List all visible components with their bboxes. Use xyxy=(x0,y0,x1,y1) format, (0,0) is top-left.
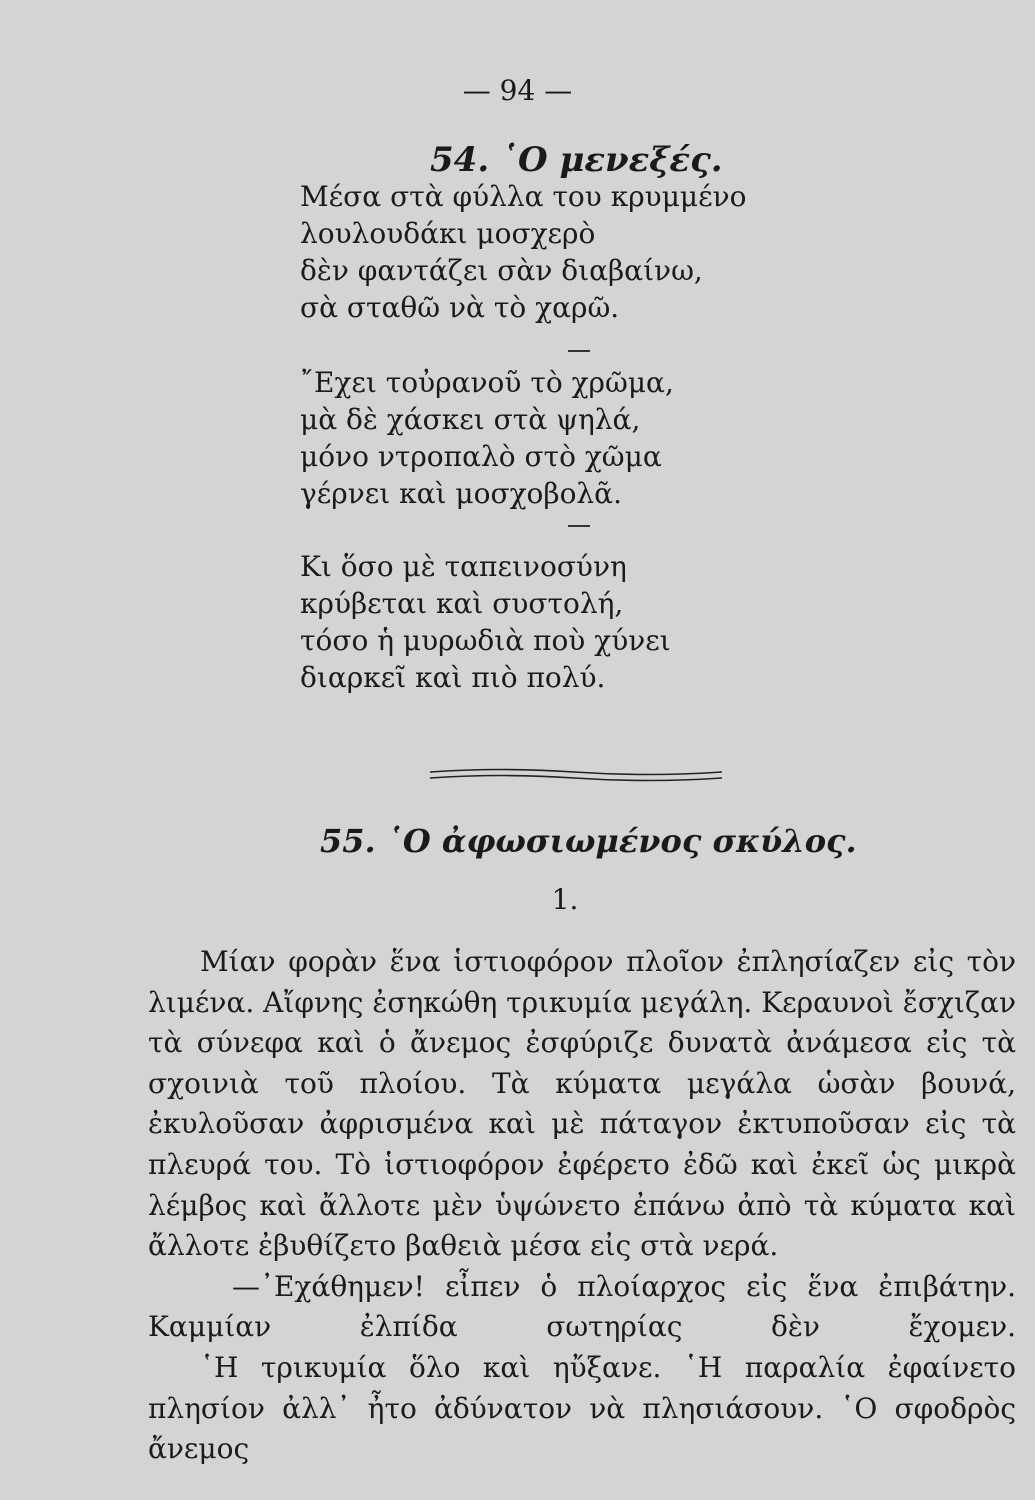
section-subheading: 1. xyxy=(551,883,579,916)
poem-line: Κι ὅσο μὲ ταπεινοσύνη xyxy=(300,550,627,583)
paragraph: ῾Η τρικυμία ὅλο καὶ ηὔξανε. ῾Η παραλία ἐφαίνετο πλησίον ἀλλ᾿ ἦτο ἀδύνατον νὰ πλησιάσουν. ῾Ο σφοδρὸς ἄνεμος xyxy=(148,1350,1016,1466)
poem-line: μὰ δὲ χάσκει στὰ ψηλά, xyxy=(300,403,641,436)
poem-line: Μέσα στὰ φύλλα του κρυμμένο xyxy=(300,180,747,213)
poem-stanza-2 xyxy=(300,364,674,512)
section-title: 55. ῾Ο ἀφωσιωμένος σκύλος. xyxy=(320,822,857,860)
poem-line: λουλουδάκι μοσχερὸ xyxy=(300,217,596,250)
paragraph: Μίαν φορὰν ἕνα ἱστιοφόρον πλοῖον ἐπλησίαζεν εἰς τὸν λιμένα. Αἴφνης ἐσηκώθη τρικυμία μεγάλη. Κεραυνοὶ ἔσχιζαν τὰ σύνεφα καὶ ὁ ἄνεμος ἐσφύριζε δυνατὰ ἀνάμεσα εἰς τὰ σχοινιὰ τοῦ πλοίου. Τὰ κύματα μεγάλα ὡσὰν βουνά, ἐκυλοῦσαν ἀφρισμένα καὶ μὲ πάταγον ἐκτυποῦσαν εἰς τὰ πλευρά του. Τὸ ἱστιοφόρον ἐφέρετο ἐδῶ καὶ ἐκεῖ ὡς μικρὰ λέμβος καὶ ἄλλοτε μὲν ὑψώνετο ἐπάνω ἀπὸ τὰ κύματα καὶ ἄλλοτε ἐβυθίζετο βαθειὰ μέσα εἰς στὰ νερά. xyxy=(148,945,1016,1263)
poem-title: 54. ῾Ο μενεξές. xyxy=(430,140,723,180)
poem-stanza-1 xyxy=(300,178,746,326)
poem-line: σὰ σταθῶ νὰ τὸ χαρῶ. xyxy=(300,291,620,324)
poem-line: διαρκεῖ καὶ πιὸ πολύ. xyxy=(300,661,606,694)
decorative-double-rule xyxy=(428,768,724,782)
poem-line: δὲν φαντάζει σὰν διαβαίνω, xyxy=(300,254,703,287)
stanza-separator xyxy=(568,525,590,527)
poem-line: κρύβεται καὶ συστολή, xyxy=(300,587,624,620)
poem-line: τόσο ἡ μυρωδιὰ ποὺ χύνει xyxy=(300,624,671,657)
page-number: — 94 — xyxy=(462,74,573,107)
stanza-separator xyxy=(568,350,590,352)
poem-stanza-3 xyxy=(300,548,671,696)
paragraph: —᾿Εχάθημεν! εἶπεν ὁ πλοίαρχος εἰς ἕνα ἐπιβάτην. Καμμίαν ἐλπίδα σωτηρίας δὲν ἔχομεν. xyxy=(148,1269,1016,1344)
poem-line: μόνο ντροπαλὸ στὸ χῶμα xyxy=(300,440,662,473)
poem-line: γέρνει καὶ μοσχοβολᾶ. xyxy=(300,477,622,510)
prose-body xyxy=(148,942,1016,1470)
poem-line: ῎Εχει τοὐρανοῦ τὸ χρῶμα, xyxy=(300,366,674,399)
